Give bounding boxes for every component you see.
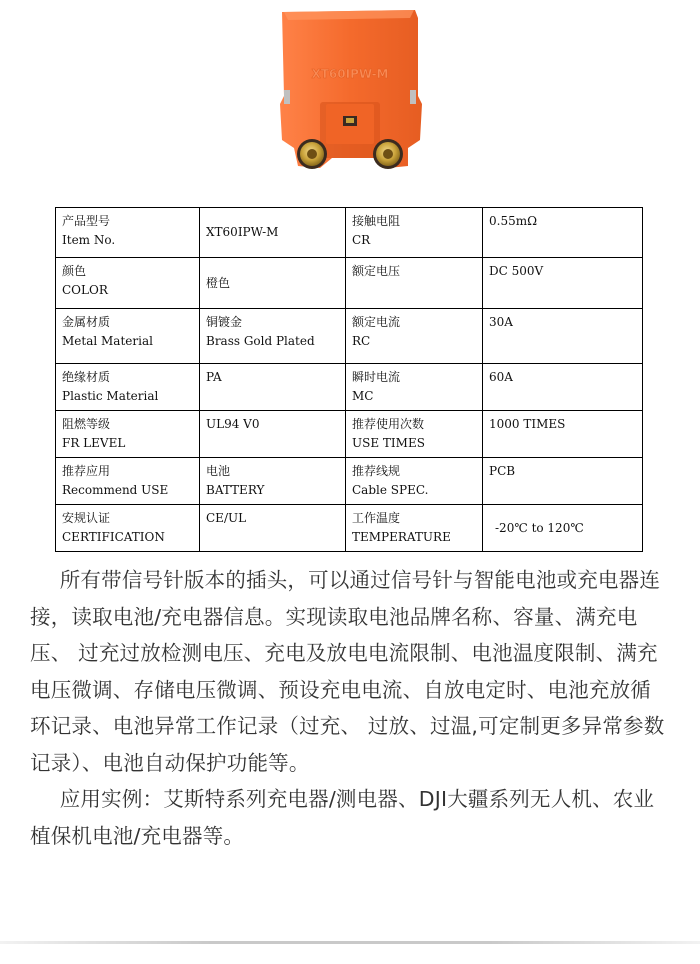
spec-table (55, 207, 643, 552)
cell-en: CR (352, 233, 371, 247)
cell-cn: 推荐使用次数 (352, 417, 425, 431)
cell-cn: 铜镀金 (206, 315, 243, 329)
spec-label-cell (346, 258, 483, 309)
bottom-divider (0, 941, 700, 944)
spec-label-cell (346, 208, 483, 258)
table-row (56, 458, 643, 505)
cell-en: MC (352, 389, 374, 403)
spec-value-cell (483, 309, 643, 364)
table-row (56, 411, 643, 458)
cell-en: Recommend USE (62, 483, 169, 497)
cell-cn: 额定电压 (352, 264, 401, 278)
spec-value-cell (200, 309, 346, 364)
spec-label-cell (346, 458, 483, 505)
spec-value-cell (483, 458, 643, 505)
spec-value-cell (483, 411, 643, 458)
cell-en: Brass Gold Plated (206, 334, 315, 348)
cell-cn: 金属材质 (62, 315, 111, 329)
molded-model-text: XT60IPW-M (311, 67, 389, 81)
cell-en: Cable SPEC. (352, 483, 429, 497)
table-row (56, 505, 643, 552)
spec-value-cell (200, 505, 346, 552)
spec-value-cell (200, 411, 346, 458)
cell-cn: 电池 (206, 464, 231, 478)
cell-cn: 阻燃等级 (62, 417, 111, 431)
table-row (56, 364, 643, 411)
cell-cn: PA (206, 370, 222, 384)
cell-en: COLOR (62, 283, 108, 297)
cell-en: RC (352, 334, 371, 348)
cell-en: BATTERY (206, 483, 265, 497)
cell-cn: -20℃ to 120℃ (495, 520, 584, 535)
cell-cn: CE/UL (206, 511, 247, 525)
cell-en: Item No. (62, 233, 116, 247)
spec-label-cell (56, 309, 200, 364)
spec-label-cell (56, 364, 200, 411)
spec-value-cell (483, 364, 643, 411)
spec-label-cell (346, 411, 483, 458)
cell-cn: 额定电流 (352, 315, 401, 329)
cell-en: CERTIFICATION (62, 530, 165, 544)
spec-value-cell (483, 258, 643, 309)
cell-en: TEMPERATURE (352, 530, 451, 544)
spec-value-cell (200, 208, 346, 258)
cell-cn: DC 500V (489, 264, 544, 278)
cell-cn: 0.55mΩ (489, 214, 538, 228)
cell-cn: PCB (489, 464, 516, 478)
spec-label-cell (346, 505, 483, 552)
spec-label-cell (56, 208, 200, 258)
cell-en: XT60IPW-M (206, 225, 279, 239)
cell-cn: 60A (489, 370, 513, 384)
application-paragraph: 应用实例：艾斯特系列充电器/测电器、DJI大疆系列无人机、农业植保机电池/充电器等。 (30, 787, 655, 848)
spec-label-cell (56, 505, 200, 552)
cell-cn: 推荐应用 (62, 464, 111, 478)
cell-cn: 接触电阻 (352, 214, 401, 228)
spec-value-cell (200, 458, 346, 505)
spec-value-cell (200, 364, 346, 411)
cell-en: USE TIMES (352, 436, 425, 450)
cell-cn: 工作温度 (352, 511, 401, 525)
spec-label-cell (56, 258, 200, 309)
spec-label-cell (56, 458, 200, 505)
description-paragraph: 所有带信号针版本的插头，可以通过信号针与智能电池或充电器连接，读取电池/充电器信息。实现读取电池品牌名称、容量、满充电压、 过充过放检测电压、充电及放电电流限制、电池温度限制、满充电压微调、存储电压微调、预设充电电流、自放电定时、电池充放循环记录、电池异常工作记录（过充、 过放、过温,可定制更多异常参数记录）、电池自动保护功能等。 (30, 568, 665, 775)
product-image (270, 8, 430, 176)
cell-en: Metal Material (62, 334, 153, 348)
cell-en: FR LEVEL (62, 436, 126, 450)
cell-cn: 1000 TIMES (489, 417, 566, 431)
spec-label-cell (56, 411, 200, 458)
cell-cn: 推荐线规 (352, 464, 401, 478)
cell-cn: 绝缘材质 (62, 370, 111, 384)
cell-cn: 瞬时电流 (352, 370, 401, 384)
spec-value-cell (200, 258, 346, 309)
spec-label-cell (346, 309, 483, 364)
cell-cn: 橙色 (206, 275, 231, 290)
spec-value-cell (483, 208, 643, 258)
table-row (56, 309, 643, 364)
spec-value-cell (483, 505, 643, 552)
cell-cn: UL94 V0 (206, 417, 260, 431)
table-row (56, 258, 643, 309)
description (30, 562, 670, 854)
cell-cn: 30A (489, 315, 513, 329)
cell-cn: 安规认证 (62, 511, 111, 525)
cell-cn: 颜色 (62, 264, 87, 278)
cell-en: Plastic Material (62, 389, 159, 403)
table-row (56, 208, 643, 258)
cell-cn: 产品型号 (62, 214, 111, 228)
spec-label-cell (346, 364, 483, 411)
